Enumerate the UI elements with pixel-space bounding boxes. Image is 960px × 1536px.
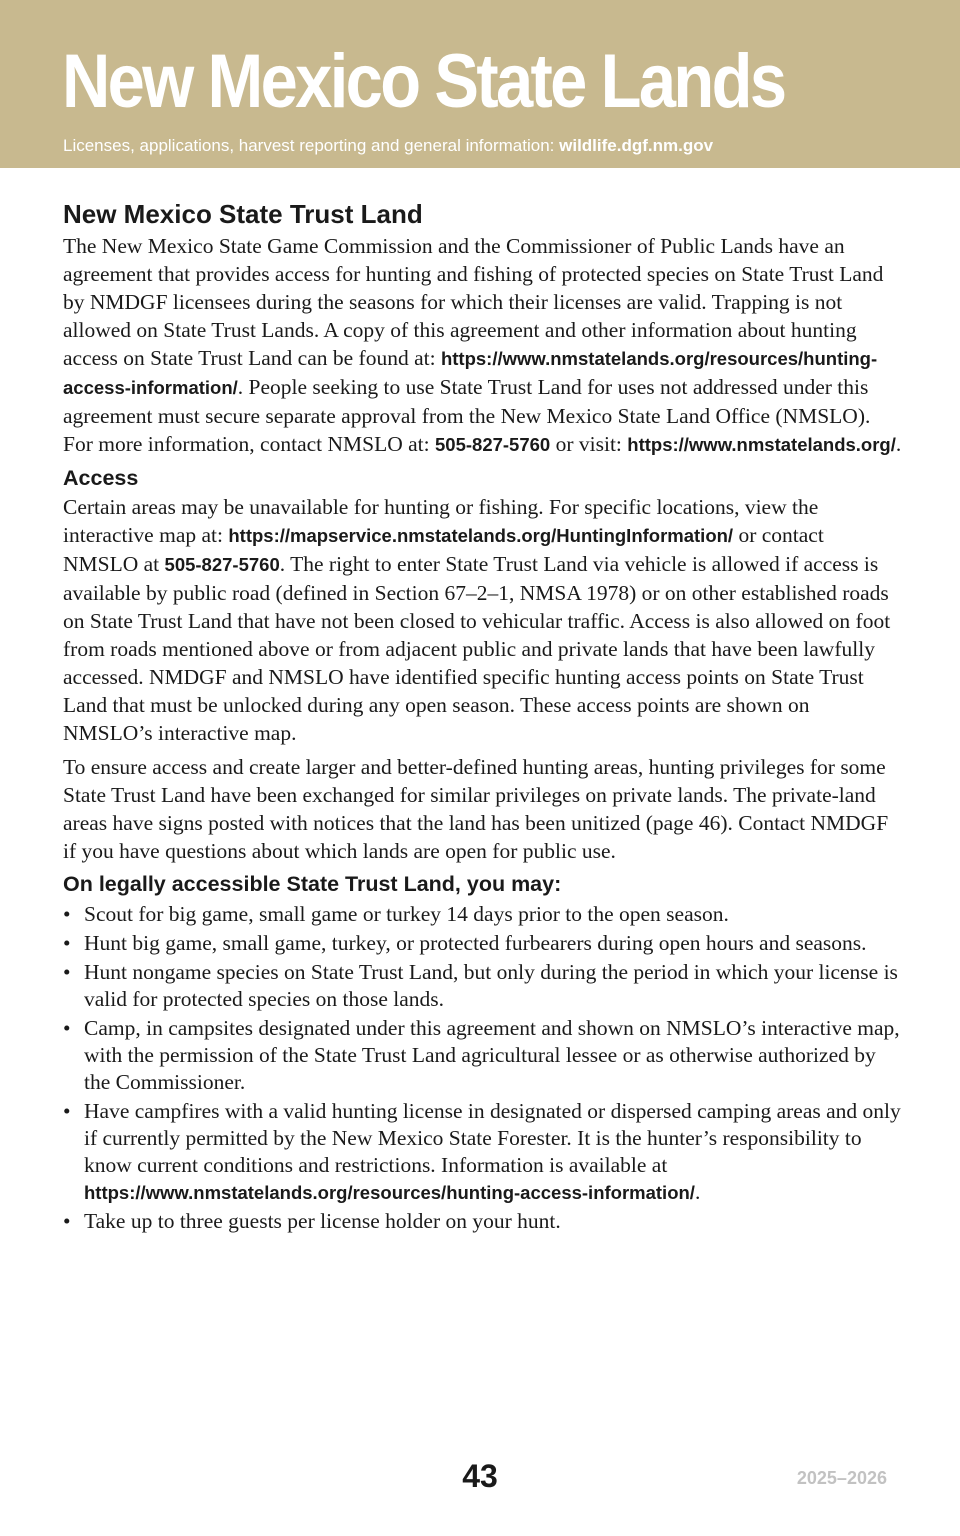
main-content [63, 196, 903, 1235]
header-subtitle-text: Licenses, applications, harvest reporting and general information: [63, 136, 560, 155]
page-title: New Mexico State Lands [62, 39, 785, 124]
trust-text-end: . [895, 432, 902, 456]
list-item [63, 959, 903, 1013]
list-item [63, 1208, 903, 1235]
bullet-icon: • [63, 931, 71, 955]
access-text-1: Certain areas may be unavailable for hunting or fishing. For specific locations, view the interactive map at: [63, 495, 819, 547]
section-heading-you-may: On legally accessible State Trust Land, you may: [63, 872, 562, 896]
list-item [63, 1015, 903, 1096]
page-header [0, 0, 960, 168]
header-website-link[interactable]: wildlife.dgf.nm.gov [559, 136, 714, 155]
hunting-access-link[interactable]: https://www.nmstatelands.org/resources/hunting-access-information/ [63, 348, 878, 398]
list-item-text: Camp, in campsites designated under this agreement and shown on NMSLO’s interactive map, with the permission of the State Trust Land agricultural lessee or as otherwise authorized by the Commissioner. [84, 1016, 900, 1094]
bullet-icon: • [63, 960, 71, 984]
trust-text-1: The New Mexico State Game Commission and the Commissioner of Public Lands have an agreement that provides access for hunting and fishing of protected species on State Trust Land by NMDGF licensees during the seasons for which their licenses are valid. Trapping is not allowed on State Trust Lands. A copy of this agreement and other information about hunting access on State Trust Land can be found at: [63, 234, 884, 370]
trust-text-3: or visit: [550, 432, 628, 456]
bullet-icon: • [63, 902, 71, 926]
section-heading-access: Access [63, 466, 139, 490]
bullet-icon: • [63, 1016, 71, 1040]
header-subtitle [63, 134, 713, 158]
permitted-activities-list [63, 901, 903, 1235]
access-text-2: or contact NMSLO at [63, 523, 824, 576]
nmslo-website-link[interactable]: https://www.nmstatelands.org/ [627, 434, 896, 455]
list-item-text: Take up to three guests per license holder on your hunt. [84, 1209, 561, 1233]
bullet-icon: • [63, 1099, 71, 1123]
trust-text-2: . People seeking to use State Trust Land for uses not addressed under this agreement must secure separate approval from the New Mexico State Land Office (NMSLO). For more information, contact NMSLO at: [63, 375, 871, 456]
access-text-3: . The right to enter State Trust Land via vehicle is allowed if access is available by public road (defined in Section 67–2–1, NMSA 1978) or on other established roads on State Trust Land that have not been closed to vehicular traffic. Access is also allowed on foot from roads mentioned above or from adjacent public and private lands that have been lawfully accessed. NMDGF and NMSLO have identified specific hunting access points on State Trust Land that must be unlocked during any open season. These access points are shown on NMSLO’s interactive map. [63, 552, 891, 745]
edition-year: 2025–2026 [796, 1468, 887, 1488]
campfire-info-link[interactable]: https://www.nmstatelands.org/resources/hunting-access-information/ [84, 1182, 695, 1203]
interactive-map-link[interactable]: https://mapservice.nmstatelands.org/HuntingInformation/ [228, 525, 734, 546]
list-item-text: Scout for big game, small game or turkey 14 days prior to the open season. [84, 902, 729, 926]
bullet-icon: • [63, 1209, 71, 1233]
list-item [63, 930, 903, 957]
access-paragraph-1 [63, 493, 903, 747]
list-item-end: . [694, 1180, 701, 1204]
trust-land-paragraph [63, 232, 903, 459]
list-item [63, 901, 903, 928]
list-item-text: Hunt nongame species on State Trust Land, but only during the period in which your license is valid for protected species on those lands. [84, 960, 898, 1011]
list-item-text: Hunt big game, small game, turkey, or protected furbearers during open hours and seasons. [84, 931, 867, 955]
nmslo-phone[interactable]: 505-827-5760 [435, 434, 551, 455]
list-item [63, 1098, 903, 1206]
list-item-text: Have campfires with a valid hunting license in designated or dispersed camping areas and only if currently permitted by the New Mexico State Forester. It is the hunter’s responsibility to know current conditions and restrictions. Information is available at [84, 1099, 901, 1177]
page-number: 43 [462, 1458, 498, 1494]
access-paragraph-2: To ensure access and create larger and better-defined hunting areas, hunting privileges for some State Trust Land have been exchanged for similar privileges on private lands. The private-land areas have signs posted with notices that the land has been unitized (page 46). Contact NMDGF if you have questions about which lands are open for public use. [63, 755, 889, 863]
section-heading-trust-land: New Mexico State Trust Land [63, 199, 423, 229]
access-nmslo-phone[interactable]: 505-827-5760 [164, 554, 280, 575]
